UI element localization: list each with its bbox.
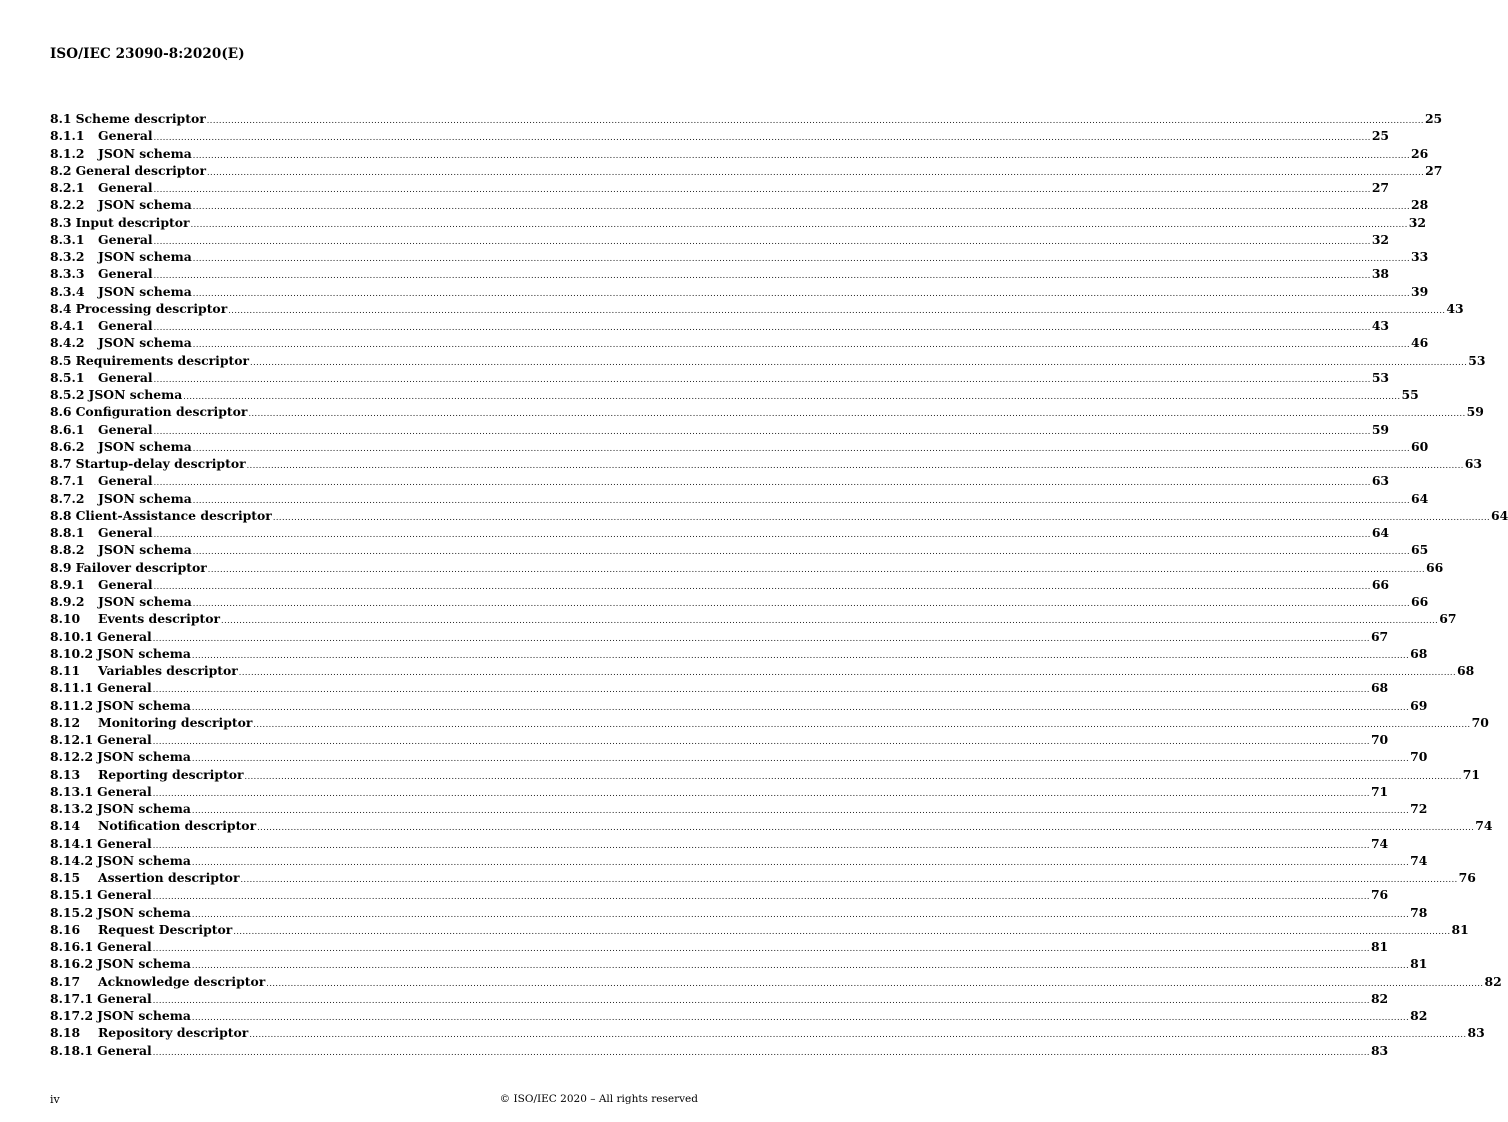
toc-entry-title: General descriptor bbox=[75, 162, 206, 178]
toc-entry-title: JSON schema bbox=[97, 904, 191, 920]
toc-entry-title: Scheme descriptor bbox=[75, 111, 206, 126]
toc-entry-page: 28 bbox=[1410, 197, 1429, 213]
toc-entry-title: General bbox=[98, 318, 153, 333]
toc-entry[interactable] bbox=[50, 645, 1428, 662]
toc-entry-page: 25 bbox=[1424, 111, 1443, 126]
toc-entry[interactable] bbox=[50, 559, 1444, 576]
dot-leader: ................................................................................................................................................................................................................................................................................................................................................................................................................ bbox=[152, 685, 1370, 695]
dot-leader: ................................................................................................................................................................................................................................................................................................................................................................................................................ bbox=[192, 202, 1410, 212]
toc-entry-number: 8.7.1 bbox=[50, 473, 85, 489]
toc-entry[interactable] bbox=[50, 628, 1389, 645]
toc-entry-page: 70 bbox=[1471, 714, 1489, 730]
toc-entry[interactable] bbox=[50, 886, 1389, 903]
dot-leader: ................................................................................................................................................................................................................................................................................................................................................................................................................ bbox=[206, 167, 1425, 177]
toc-entry-number: 8.10 bbox=[50, 611, 81, 627]
toc-entry[interactable] bbox=[50, 524, 1390, 541]
toc-entry-number: 8.1.2 bbox=[50, 145, 85, 161]
dot-leader: ................................................................................................................................................................................................................................................................................................................................................................................................................ bbox=[153, 374, 1371, 384]
dot-leader: ................................................................................................................................................................................................................................................................................................................................................................................................................ bbox=[153, 426, 1371, 436]
toc-entry[interactable] bbox=[50, 800, 1428, 817]
dot-leader: ................................................................................................................................................................................................................................................................................................................................................................................................................ bbox=[257, 823, 1475, 833]
toc-entry[interactable] bbox=[50, 438, 1429, 455]
toc-entry-page: 81 bbox=[1451, 921, 1469, 937]
dot-leader: ................................................................................................................................................................................................................................................................................................................................................................................................................ bbox=[152, 840, 1370, 850]
toc-entry-page: 59 bbox=[1466, 404, 1484, 420]
toc-entry[interactable] bbox=[50, 973, 1502, 990]
toc-entry-number: 8.3.1 bbox=[50, 231, 85, 247]
copyright-notice: © ISO/IEC 2020 – All rights reserved bbox=[499, 1093, 698, 1105]
toc-entry-number: 8.14 bbox=[50, 818, 81, 834]
dot-leader: ................................................................................................................................................................................................................................................................................................................................................................................................................ bbox=[206, 116, 1424, 125]
toc-entry-title: JSON schema bbox=[98, 438, 192, 454]
toc-entry-page: 71 bbox=[1370, 783, 1389, 799]
toc-entry-number: 8.5 bbox=[50, 352, 72, 368]
dot-leader: ................................................................................................................................................................................................................................................................................................................................................................................................................ bbox=[152, 1047, 1370, 1057]
toc-entry-number: 8.11 bbox=[50, 663, 81, 678]
toc-entry-title: General bbox=[97, 939, 152, 954]
toc-entry-page: 39 bbox=[1410, 283, 1429, 299]
toc-entry[interactable] bbox=[50, 1024, 1485, 1041]
toc-entry[interactable] bbox=[50, 231, 1390, 248]
dot-leader: ................................................................................................................................................................................................................................................................................................................................................................................................................ bbox=[152, 633, 1370, 643]
toc-entry-page: 68 bbox=[1370, 680, 1389, 696]
toc-entry[interactable] bbox=[50, 1042, 1389, 1059]
dot-leader: ................................................................................................................................................................................................................................................................................................................................................................................................................ bbox=[192, 495, 1410, 505]
toc-entry-number: 8.5.1 bbox=[50, 369, 85, 385]
dot-leader: ................................................................................................................................................................................................................................................................................................................................................................................................................ bbox=[191, 857, 1410, 867]
toc-entry-title: General bbox=[97, 732, 152, 747]
toc-entry-title: General bbox=[97, 680, 152, 696]
toc-entry-number: 8.6 bbox=[50, 404, 72, 420]
toc-entry[interactable] bbox=[50, 283, 1429, 300]
toc-entry-page: 68 bbox=[1410, 645, 1428, 661]
toc-entry[interactable] bbox=[50, 386, 1419, 403]
toc-entry-page: 72 bbox=[1410, 801, 1428, 816]
toc-entry-title: JSON schema bbox=[97, 697, 191, 713]
toc-entry-number: 8.16.2 bbox=[50, 956, 94, 972]
toc-entry[interactable] bbox=[50, 679, 1389, 696]
toc-entry-number: 8.11.1 bbox=[50, 680, 94, 696]
toc-entry-title: JSON schema bbox=[97, 801, 191, 816]
dot-leader: ................................................................................................................................................................................................................................................................................................................................................................................................................ bbox=[191, 650, 1410, 660]
toc-entry[interactable] bbox=[50, 214, 1426, 231]
toc-entry[interactable] bbox=[50, 127, 1390, 144]
dot-leader: ................................................................................................................................................................................................................................................................................................................................................................................................................ bbox=[153, 271, 1371, 281]
toc-entry-page: 43 bbox=[1446, 300, 1464, 316]
toc-entry-title: Requirements descriptor bbox=[75, 352, 250, 368]
toc-entry-page: 26 bbox=[1410, 145, 1429, 161]
dot-leader: ................................................................................................................................................................................................................................................................................................................................................................................................................ bbox=[192, 547, 1410, 557]
toc-entry-page: 59 bbox=[1371, 421, 1390, 437]
toc-entry-title: JSON schema bbox=[98, 594, 192, 609]
toc-entry-title: Acknowledge descriptor bbox=[98, 973, 266, 989]
dot-leader: ................................................................................................................................................................................................................................................................................................................................................................................................................ bbox=[253, 719, 1471, 729]
toc-entry-title: General bbox=[98, 128, 153, 144]
toc-entry-number: 8.15 bbox=[50, 870, 81, 885]
toc-entry-number: 8.15.1 bbox=[50, 887, 94, 903]
toc-entry-page: 32 bbox=[1408, 214, 1426, 230]
toc-entry-number: 8.1 bbox=[50, 111, 72, 126]
toc-entry[interactable] bbox=[50, 835, 1389, 852]
toc-entry[interactable] bbox=[50, 110, 1443, 127]
document-header: ISO/IEC 23090-8:2020(E) bbox=[50, 46, 245, 62]
dot-leader: ................................................................................................................................................................................................................................................................................................................................................................................................................ bbox=[246, 461, 1464, 470]
toc-entry[interactable] bbox=[50, 697, 1428, 714]
toc-entry-page: 70 bbox=[1410, 749, 1428, 765]
dot-leader: ................................................................................................................................................................................................................................................................................................................................................................................................................ bbox=[221, 616, 1439, 626]
toc-entry[interactable] bbox=[50, 938, 1389, 955]
toc-entry-title: General bbox=[97, 835, 152, 851]
toc-entry[interactable] bbox=[50, 421, 1390, 438]
toc-entry-number: 8.9.1 bbox=[50, 576, 85, 592]
toc-entry-number: 8.6.2 bbox=[50, 438, 85, 454]
toc-entry-page: 60 bbox=[1410, 438, 1429, 454]
toc-entry-title: General bbox=[98, 525, 153, 540]
dot-leader: ................................................................................................................................................................................................................................................................................................................................................................................................................ bbox=[191, 961, 1410, 971]
toc-entry-page: 74 bbox=[1475, 818, 1493, 834]
toc-entry-number: 8.9 bbox=[50, 559, 72, 575]
toc-entry-title: Monitoring descriptor bbox=[98, 714, 253, 730]
toc-entry-number: 8.4.2 bbox=[50, 335, 85, 351]
toc-entry[interactable] bbox=[50, 610, 1457, 627]
toc-entry-title: JSON schema bbox=[98, 249, 192, 264]
toc-entry-page: 81 bbox=[1370, 939, 1389, 954]
toc-entry-page: 65 bbox=[1410, 542, 1429, 558]
toc-entry-number: 8.12.2 bbox=[50, 749, 94, 765]
dot-leader: ................................................................................................................................................................................................................................................................................................................................................................................................................ bbox=[153, 133, 1371, 143]
toc-entry-number: 8.13.2 bbox=[50, 801, 94, 816]
dot-leader: ................................................................................................................................................................................................................................................................................................................................................................................................................ bbox=[190, 219, 1408, 229]
dot-leader: ................................................................................................................................................................................................................................................................................................................................................................................................................ bbox=[191, 1013, 1410, 1022]
dot-leader: ................................................................................................................................................................................................................................................................................................................................................................................................................ bbox=[152, 944, 1370, 953]
toc-entry-number: 8.13 bbox=[50, 766, 81, 782]
dot-leader: ................................................................................................................................................................................................................................................................................................................................................................................................................ bbox=[249, 1030, 1467, 1040]
toc-entry-page: 63 bbox=[1464, 456, 1483, 471]
toc-entry-title: General bbox=[97, 990, 152, 1006]
toc-entry-number: 8.8 bbox=[50, 507, 72, 523]
toc-entry-number: 8.16 bbox=[50, 921, 81, 937]
toc-entry-page: 74 bbox=[1410, 852, 1428, 868]
toc-entry-number: 8.15.2 bbox=[50, 904, 94, 920]
toc-entry-title: General bbox=[98, 266, 153, 282]
dot-leader: ................................................................................................................................................................................................................................................................................................................................................................................................................ bbox=[153, 478, 1371, 488]
toc-entry-page: 43 bbox=[1371, 318, 1390, 333]
toc-entry-number: 8.7 bbox=[50, 456, 72, 471]
toc-entry-title: Variables descriptor bbox=[98, 663, 238, 678]
toc-entry-page: 27 bbox=[1371, 180, 1390, 195]
dot-leader: ................................................................................................................................................................................................................................................................................................................................................................................................................ bbox=[192, 599, 1410, 608]
toc-entry[interactable] bbox=[50, 334, 1429, 351]
dot-leader: ................................................................................................................................................................................................................................................................................................................................................................................................................ bbox=[192, 254, 1410, 263]
toc-entry-title: Input descriptor bbox=[75, 214, 190, 230]
toc-entry-page: 38 bbox=[1371, 266, 1390, 282]
toc-entry[interactable] bbox=[50, 990, 1389, 1007]
toc-entry[interactable] bbox=[50, 783, 1389, 800]
toc-entry-number: 8.12.1 bbox=[50, 732, 94, 747]
toc-entry-page: 66 bbox=[1371, 576, 1390, 592]
toc-entry-title: General bbox=[97, 628, 152, 644]
toc-entry-title: JSON schema bbox=[98, 490, 192, 506]
toc-entry-page: 53 bbox=[1468, 352, 1486, 368]
toc-entry-number: 8.18.1 bbox=[50, 1042, 94, 1058]
toc-entry-page: 78 bbox=[1410, 904, 1428, 920]
toc-entry-title: General bbox=[97, 783, 152, 799]
toc-entry-page: 46 bbox=[1410, 335, 1429, 351]
toc-entry-page: 25 bbox=[1371, 128, 1390, 144]
dot-leader: ................................................................................................................................................................................................................................................................................................................................................................................................................ bbox=[250, 357, 1468, 367]
dot-leader: ................................................................................................................................................................................................................................................................................................................................................................................................................ bbox=[192, 340, 1410, 350]
toc-entry[interactable] bbox=[50, 662, 1475, 679]
toc-entry-number: 8.3 bbox=[50, 214, 72, 230]
dot-leader: ................................................................................................................................................................................................................................................................................................................................................................................................................ bbox=[153, 530, 1371, 539]
toc-entry-title: Configuration descriptor bbox=[75, 404, 248, 420]
toc-entry-number: 8.1.1 bbox=[50, 128, 85, 144]
toc-entry-page: 63 bbox=[1371, 473, 1390, 489]
toc-entry[interactable] bbox=[50, 1007, 1428, 1024]
toc-entry-number: 8.13.1 bbox=[50, 783, 94, 799]
dot-leader: ................................................................................................................................................................................................................................................................................................................................................................................................................ bbox=[233, 926, 1451, 936]
toc-entry-page: 82 bbox=[1410, 1008, 1428, 1023]
toc-entry[interactable] bbox=[50, 869, 1476, 886]
table-of-contents bbox=[50, 110, 1508, 1059]
toc-entry-page: 64 bbox=[1410, 490, 1429, 506]
dot-leader: ................................................................................................................................................................................................................................................................................................................................................................................................................ bbox=[272, 512, 1491, 522]
toc-entry-title: General bbox=[98, 576, 153, 592]
toc-entry-number: 8.11.2 bbox=[50, 697, 94, 713]
toc-entry-title: JSON schema bbox=[97, 956, 191, 972]
toc-entry[interactable] bbox=[50, 265, 1390, 282]
toc-entry-number: 8.14.2 bbox=[50, 852, 94, 868]
dot-leader: ................................................................................................................................................................................................................................................................................................................................................................................................................ bbox=[153, 581, 1371, 591]
dot-leader: ................................................................................................................................................................................................................................................................................................................................................................................................................ bbox=[192, 150, 1410, 160]
toc-entry-page: 83 bbox=[1467, 1025, 1485, 1041]
toc-entry[interactable] bbox=[50, 921, 1469, 938]
toc-entry[interactable] bbox=[50, 179, 1390, 196]
dot-leader: ................................................................................................................................................................................................................................................................................................................................................................................................................ bbox=[153, 236, 1371, 246]
toc-entry-page: 68 bbox=[1456, 663, 1475, 678]
toc-entry-title: JSON schema bbox=[88, 387, 183, 402]
toc-entry-title: JSON schema bbox=[98, 283, 192, 299]
dot-leader: ................................................................................................................................................................................................................................................................................................................................................................................................................ bbox=[238, 668, 1456, 677]
toc-entry-title: JSON schema bbox=[98, 542, 192, 558]
toc-entry[interactable] bbox=[50, 576, 1390, 593]
dot-leader: ................................................................................................................................................................................................................................................................................................................................................................................................................ bbox=[207, 564, 1425, 574]
toc-entry[interactable] bbox=[50, 852, 1428, 869]
toc-entry[interactable] bbox=[50, 817, 1493, 834]
toc-entry-page: 81 bbox=[1410, 956, 1428, 972]
toc-entry-title: Processing descriptor bbox=[75, 300, 228, 316]
toc-entry-page: 32 bbox=[1371, 231, 1390, 247]
toc-entry-number: 8.16.1 bbox=[50, 939, 94, 954]
toc-entry-page: 82 bbox=[1370, 990, 1389, 1006]
toc-entry-title: Notification descriptor bbox=[98, 818, 257, 834]
toc-entry[interactable] bbox=[50, 490, 1429, 507]
toc-entry[interactable] bbox=[50, 507, 1508, 524]
toc-entry-number: 8.3.2 bbox=[50, 249, 85, 264]
toc-entry[interactable] bbox=[50, 162, 1443, 179]
toc-entry-number: 8.3.3 bbox=[50, 266, 85, 282]
dot-leader: ................................................................................................................................................................................................................................................................................................................................................................................................................ bbox=[153, 323, 1371, 332]
dot-leader: ................................................................................................................................................................................................................................................................................................................................................................................................................ bbox=[244, 771, 1462, 781]
dot-leader: ................................................................................................................................................................................................................................................................................................................................................................................................................ bbox=[152, 892, 1370, 902]
toc-entry-page: 66 bbox=[1425, 559, 1444, 575]
toc-entry-number: 8.2 bbox=[50, 162, 72, 178]
toc-entry-title: Repository descriptor bbox=[98, 1025, 249, 1041]
dot-leader: ................................................................................................................................................................................................................................................................................................................................................................................................................ bbox=[228, 305, 1446, 315]
toc-entry[interactable] bbox=[50, 748, 1428, 765]
toc-entry-number: 8.6.1 bbox=[50, 421, 85, 437]
toc-entry[interactable] bbox=[50, 317, 1390, 334]
toc-entry[interactable] bbox=[50, 955, 1428, 972]
toc-entry-page: 67 bbox=[1370, 628, 1389, 644]
toc-entry[interactable] bbox=[50, 300, 1464, 317]
dot-leader: ................................................................................................................................................................................................................................................................................................................................................................................................................ bbox=[153, 185, 1371, 194]
page-number: iv bbox=[50, 1093, 60, 1106]
toc-entry-title: JSON schema bbox=[97, 852, 191, 868]
dot-leader: ................................................................................................................................................................................................................................................................................................................................................................................................................ bbox=[191, 806, 1410, 815]
toc-entry-number: 8.17.1 bbox=[50, 990, 94, 1006]
toc-entry-page: 64 bbox=[1371, 525, 1390, 540]
toc-entry[interactable] bbox=[50, 731, 1389, 748]
toc-entry-title: Reporting descriptor bbox=[98, 766, 244, 782]
dot-leader: ................................................................................................................................................................................................................................................................................................................................................................................................................ bbox=[191, 754, 1410, 764]
toc-entry-page: 82 bbox=[1484, 973, 1502, 989]
toc-entry[interactable] bbox=[50, 369, 1390, 386]
toc-entry-number: 8.3.4 bbox=[50, 283, 85, 299]
toc-entry-number: 8.7.2 bbox=[50, 490, 85, 506]
toc-entry-number: 8.4 bbox=[50, 300, 72, 316]
toc-entry-title: Failover descriptor bbox=[75, 559, 207, 575]
toc-entry-page: 71 bbox=[1462, 766, 1480, 782]
dot-leader: ................................................................................................................................................................................................................................................................................................................................................................................................................ bbox=[192, 443, 1410, 453]
toc-entry-page: 76 bbox=[1458, 870, 1476, 885]
dot-leader: ................................................................................................................................................................................................................................................................................................................................................................................................................ bbox=[192, 288, 1410, 298]
toc-entry-title: JSON schema bbox=[98, 145, 192, 161]
toc-entry-title: Events descriptor bbox=[98, 611, 221, 627]
toc-entry-title: JSON schema bbox=[98, 335, 192, 351]
toc-entry-page: 66 bbox=[1410, 594, 1429, 609]
dot-leader: ................................................................................................................................................................................................................................................................................................................................................................................................................ bbox=[183, 392, 1401, 401]
toc-entry-title: JSON schema bbox=[97, 1008, 191, 1023]
toc-entry-title: Assertion descriptor bbox=[98, 870, 240, 885]
toc-entry-page: 55 bbox=[1401, 387, 1419, 402]
toc-entry-number: 8.9.2 bbox=[50, 594, 85, 609]
toc-entry-title: Request Descriptor bbox=[98, 921, 233, 937]
toc-entry[interactable] bbox=[50, 472, 1390, 489]
dot-leader: ................................................................................................................................................................................................................................................................................................................................................................................................................ bbox=[191, 909, 1410, 919]
toc-entry-number: 8.10.1 bbox=[50, 628, 94, 644]
toc-entry[interactable] bbox=[50, 455, 1483, 472]
toc-entry-number: 8.2.1 bbox=[50, 180, 85, 195]
dot-leader: ................................................................................................................................................................................................................................................................................................................................................................................................................ bbox=[152, 788, 1370, 798]
toc-entry-page: 69 bbox=[1410, 697, 1428, 713]
toc-entry-title: JSON schema bbox=[97, 749, 191, 765]
toc-entry[interactable] bbox=[50, 593, 1429, 610]
toc-entry[interactable] bbox=[50, 248, 1429, 265]
toc-entry[interactable] bbox=[50, 352, 1486, 369]
toc-entry[interactable] bbox=[50, 196, 1429, 213]
toc-entry[interactable] bbox=[50, 541, 1429, 558]
dot-leader: ................................................................................................................................................................................................................................................................................................................................................................................................................ bbox=[152, 995, 1370, 1005]
toc-entry-number: 8.12 bbox=[50, 714, 81, 730]
dot-leader: ................................................................................................................................................................................................................................................................................................................................................................................................................ bbox=[191, 702, 1410, 712]
toc-entry-title: General bbox=[98, 369, 153, 385]
toc-entry-page: 64 bbox=[1491, 507, 1508, 523]
toc-entry[interactable] bbox=[50, 766, 1480, 783]
dot-leader: ................................................................................................................................................................................................................................................................................................................................................................................................................ bbox=[266, 978, 1484, 988]
toc-entry-title: JSON schema bbox=[98, 197, 192, 213]
toc-entry-page: 27 bbox=[1425, 162, 1443, 178]
toc-entry-number: 8.8.2 bbox=[50, 542, 85, 558]
toc-entry-page: 67 bbox=[1439, 611, 1457, 627]
toc-entry-number: 8.17.2 bbox=[50, 1008, 94, 1023]
dot-leader: ................................................................................................................................................................................................................................................................................................................................................................................................................ bbox=[240, 875, 1458, 884]
toc-entry-title: General bbox=[97, 1042, 152, 1058]
toc-entry-title: General bbox=[98, 473, 153, 489]
toc-entry-page: 76 bbox=[1370, 887, 1389, 903]
dot-leader: ................................................................................................................................................................................................................................................................................................................................................................................................................ bbox=[152, 737, 1370, 746]
toc-entry-page: 33 bbox=[1410, 249, 1429, 264]
toc-entry-page: 70 bbox=[1370, 732, 1389, 747]
toc-entry-title: General bbox=[97, 887, 152, 903]
toc-entry[interactable] bbox=[50, 145, 1429, 162]
toc-entry-title: Startup-delay descriptor bbox=[75, 456, 246, 471]
toc-entry[interactable] bbox=[50, 904, 1428, 921]
toc-entry-number: 8.18 bbox=[50, 1025, 81, 1041]
toc-entry-number: 8.14.1 bbox=[50, 835, 94, 851]
toc-entry-title: General bbox=[98, 421, 153, 437]
dot-leader: ................................................................................................................................................................................................................................................................................................................................................................................................................ bbox=[248, 409, 1466, 419]
toc-entry-number: 8.10.2 bbox=[50, 645, 94, 661]
toc-entry-number: 8.4.1 bbox=[50, 318, 85, 333]
toc-entry-title: JSON schema bbox=[97, 645, 191, 661]
toc-entry-title: General bbox=[98, 231, 153, 247]
toc-entry-number: 8.5.2 bbox=[50, 387, 85, 402]
toc-entry-title: General bbox=[98, 180, 153, 195]
toc-entry-number: 8.2.2 bbox=[50, 197, 85, 213]
toc-entry-page: 53 bbox=[1371, 369, 1390, 385]
toc-entry-number: 8.8.1 bbox=[50, 525, 85, 540]
toc-entry[interactable] bbox=[50, 403, 1484, 420]
toc-entry-number: 8.17 bbox=[50, 973, 81, 989]
toc-entry-title: Client-Assistance descriptor bbox=[75, 507, 272, 523]
toc-entry[interactable] bbox=[50, 714, 1489, 731]
toc-entry-page: 74 bbox=[1370, 835, 1389, 851]
toc-entry-page: 83 bbox=[1370, 1042, 1389, 1058]
